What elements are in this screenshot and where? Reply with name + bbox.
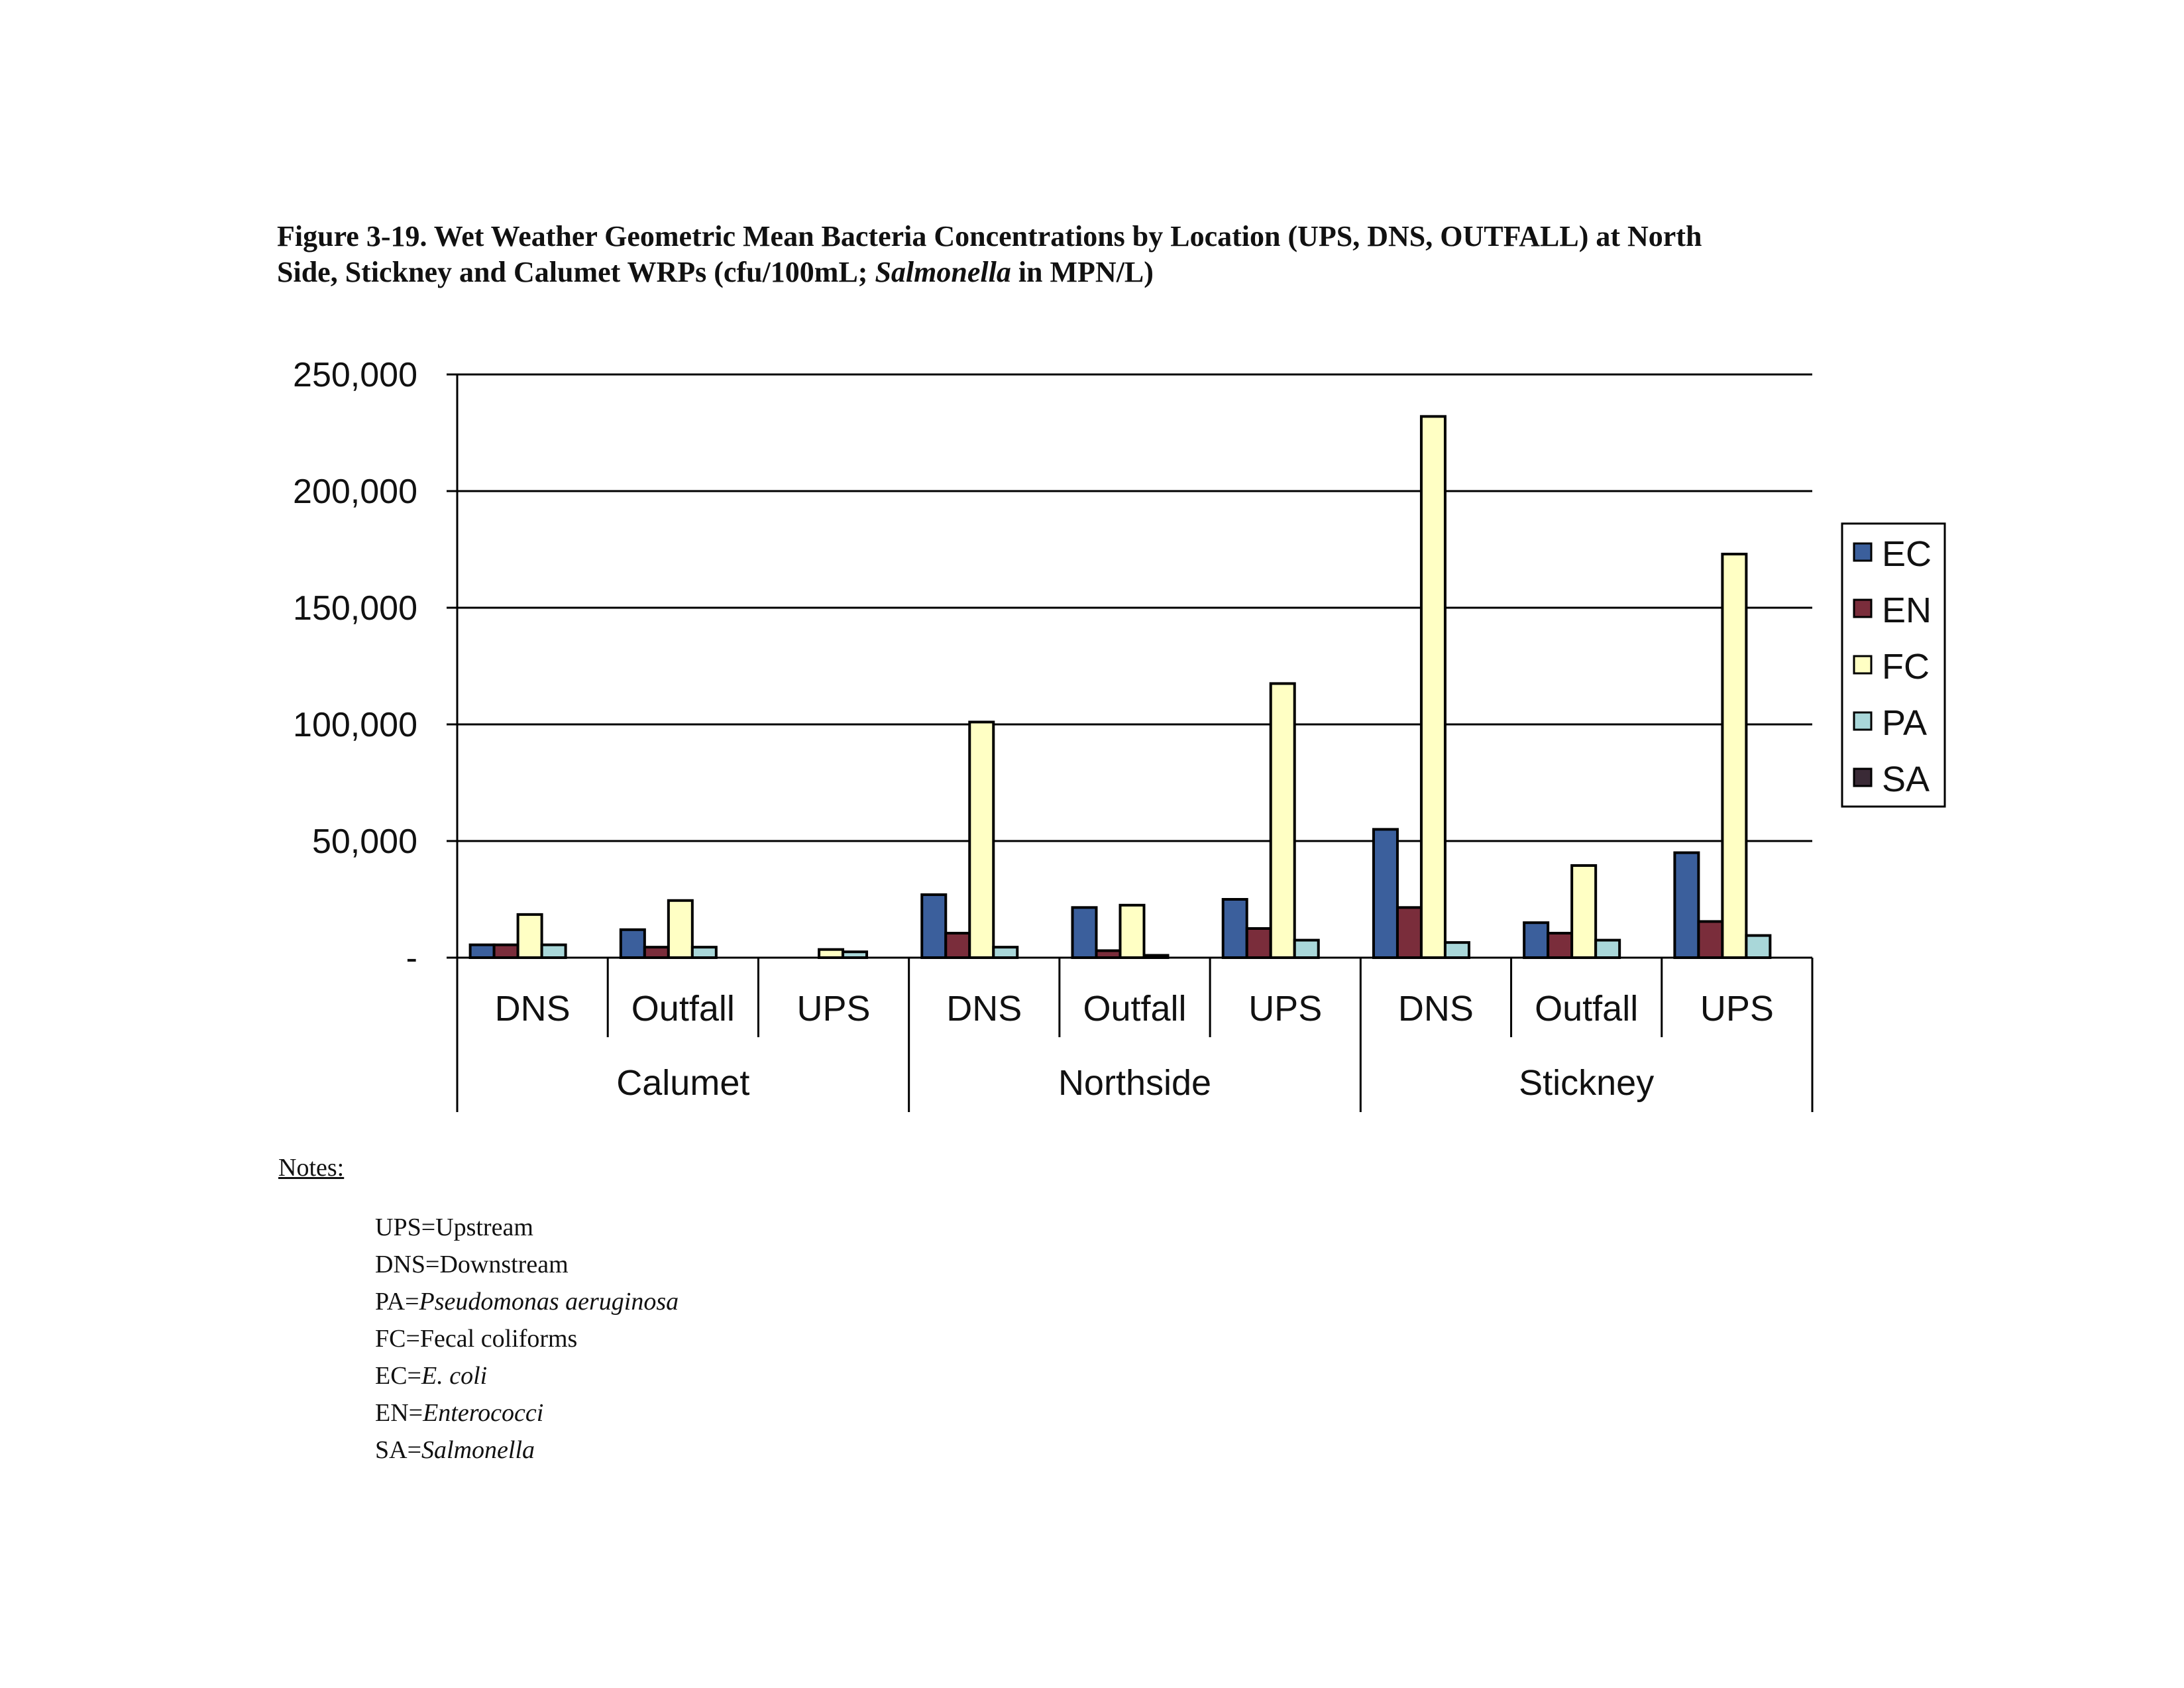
bar-pa (1445, 942, 1469, 958)
note-abbreviation: SA= (375, 1436, 422, 1464)
legend (1842, 524, 1945, 807)
legend-label: SA (1882, 760, 1930, 799)
bar-pa (993, 947, 1017, 958)
note-item (375, 1320, 679, 1357)
category-label: Outfall (1535, 989, 1639, 1029)
caption-line-1: Figure 3-19. Wet Weather Geometric Mean Bacteria Concentrations by Location (UPS, DNS, OUTFALL) at North (277, 220, 1702, 253)
bar-pa (1746, 936, 1770, 958)
note-item (375, 1357, 679, 1394)
note-abbreviation: EC= (375, 1362, 421, 1390)
legend-label: FC (1882, 647, 1930, 687)
note-definition: E. coli (421, 1362, 488, 1390)
note-abbreviation: DNS= (375, 1251, 440, 1278)
gridlines (447, 374, 1812, 958)
note-item (375, 1283, 679, 1320)
category-label: UPS (1248, 989, 1323, 1029)
bar-ec (1223, 899, 1247, 958)
category-label: Outfall (631, 989, 735, 1029)
bar-en (946, 933, 969, 958)
category-label: UPS (796, 989, 871, 1029)
legend-swatch-ec (1854, 543, 1871, 561)
category-label: DNS (494, 989, 571, 1029)
bar-ec (1073, 907, 1097, 958)
group-label: Northside (1058, 1063, 1212, 1103)
axis-labels (293, 356, 1774, 1103)
bar-ec (621, 930, 645, 958)
bar-fc (669, 901, 692, 958)
category-label: DNS (1397, 989, 1474, 1029)
bar-pa (1596, 940, 1619, 958)
bar-fc (1572, 866, 1596, 958)
category-label: DNS (946, 989, 1022, 1029)
note-abbreviation: PA= (375, 1288, 419, 1316)
note-item (375, 1394, 679, 1432)
legend-label: PA (1882, 703, 1928, 743)
bar-ec (1524, 923, 1548, 958)
notes-list (375, 1209, 679, 1469)
notes-section (278, 1153, 679, 1469)
bar-pa (542, 945, 566, 958)
bar-ec (1374, 829, 1397, 958)
bar-ec (1674, 853, 1698, 958)
bar-fc (518, 915, 542, 958)
y-tick-label: 100,000 (293, 706, 417, 744)
bar-pa (1295, 940, 1319, 958)
note-definition: Pseudomonas aeruginosa (419, 1288, 679, 1316)
bar-en (1097, 950, 1120, 958)
legend-swatch-fc (1854, 656, 1871, 673)
bar-pa (843, 952, 867, 958)
note-item (375, 1432, 679, 1469)
y-tick-label: 250,000 (293, 356, 417, 394)
category-label: UPS (1700, 989, 1774, 1029)
note-definition: Fecal coliforms (419, 1325, 578, 1353)
bars (470, 416, 1771, 958)
bar-en (645, 947, 669, 958)
bar-en (1247, 928, 1271, 958)
caption-line-2-end: in MPN/L) (1010, 256, 1154, 288)
y-tick-label: - (406, 939, 417, 978)
y-tick-label: 200,000 (293, 473, 417, 511)
y-tick-label: 150,000 (293, 589, 417, 628)
bar-en (1698, 921, 1722, 958)
bar-pa (692, 947, 716, 958)
bar-ec (470, 945, 494, 958)
note-abbreviation: EN= (375, 1399, 423, 1427)
legend-swatch-sa (1854, 769, 1871, 786)
caption-line-2-start: Side, Stickney and Calumet WRPs (cfu/100mL; (277, 256, 875, 288)
note-definition: Enterococci (423, 1399, 544, 1427)
note-item (375, 1209, 679, 1246)
bar-fc (1722, 554, 1746, 958)
bar-fc (1421, 416, 1445, 958)
note-abbreviation: FC= (375, 1325, 420, 1353)
bar-en (494, 945, 518, 958)
legend-label: EN (1882, 591, 1932, 630)
notes-heading: Notes: (278, 1154, 345, 1182)
group-label: Calumet (616, 1063, 750, 1103)
bar-fc (969, 722, 993, 958)
legend-swatch-pa (1854, 712, 1871, 730)
y-tick-label: 50,000 (311, 822, 417, 861)
note-definition: Upstream (435, 1213, 533, 1241)
note-definition: Salmonella (421, 1436, 535, 1464)
legend-swatch-en (1854, 600, 1871, 617)
note-item (375, 1246, 679, 1283)
note-abbreviation: UPS= (375, 1213, 436, 1241)
bar-en (1397, 907, 1421, 958)
bar-fc (1120, 905, 1144, 958)
note-definition: Downstream (439, 1251, 569, 1278)
bar-pa (1144, 955, 1168, 958)
bar-ec (922, 895, 946, 958)
category-label: Outfall (1083, 989, 1187, 1029)
caption-salmonella: Salmonella (875, 256, 1011, 288)
bar-fc (1271, 683, 1295, 958)
bar-fc (819, 950, 843, 958)
group-label: Stickney (1519, 1063, 1655, 1103)
legend-label: EC (1882, 534, 1932, 574)
bar-en (1548, 933, 1572, 958)
